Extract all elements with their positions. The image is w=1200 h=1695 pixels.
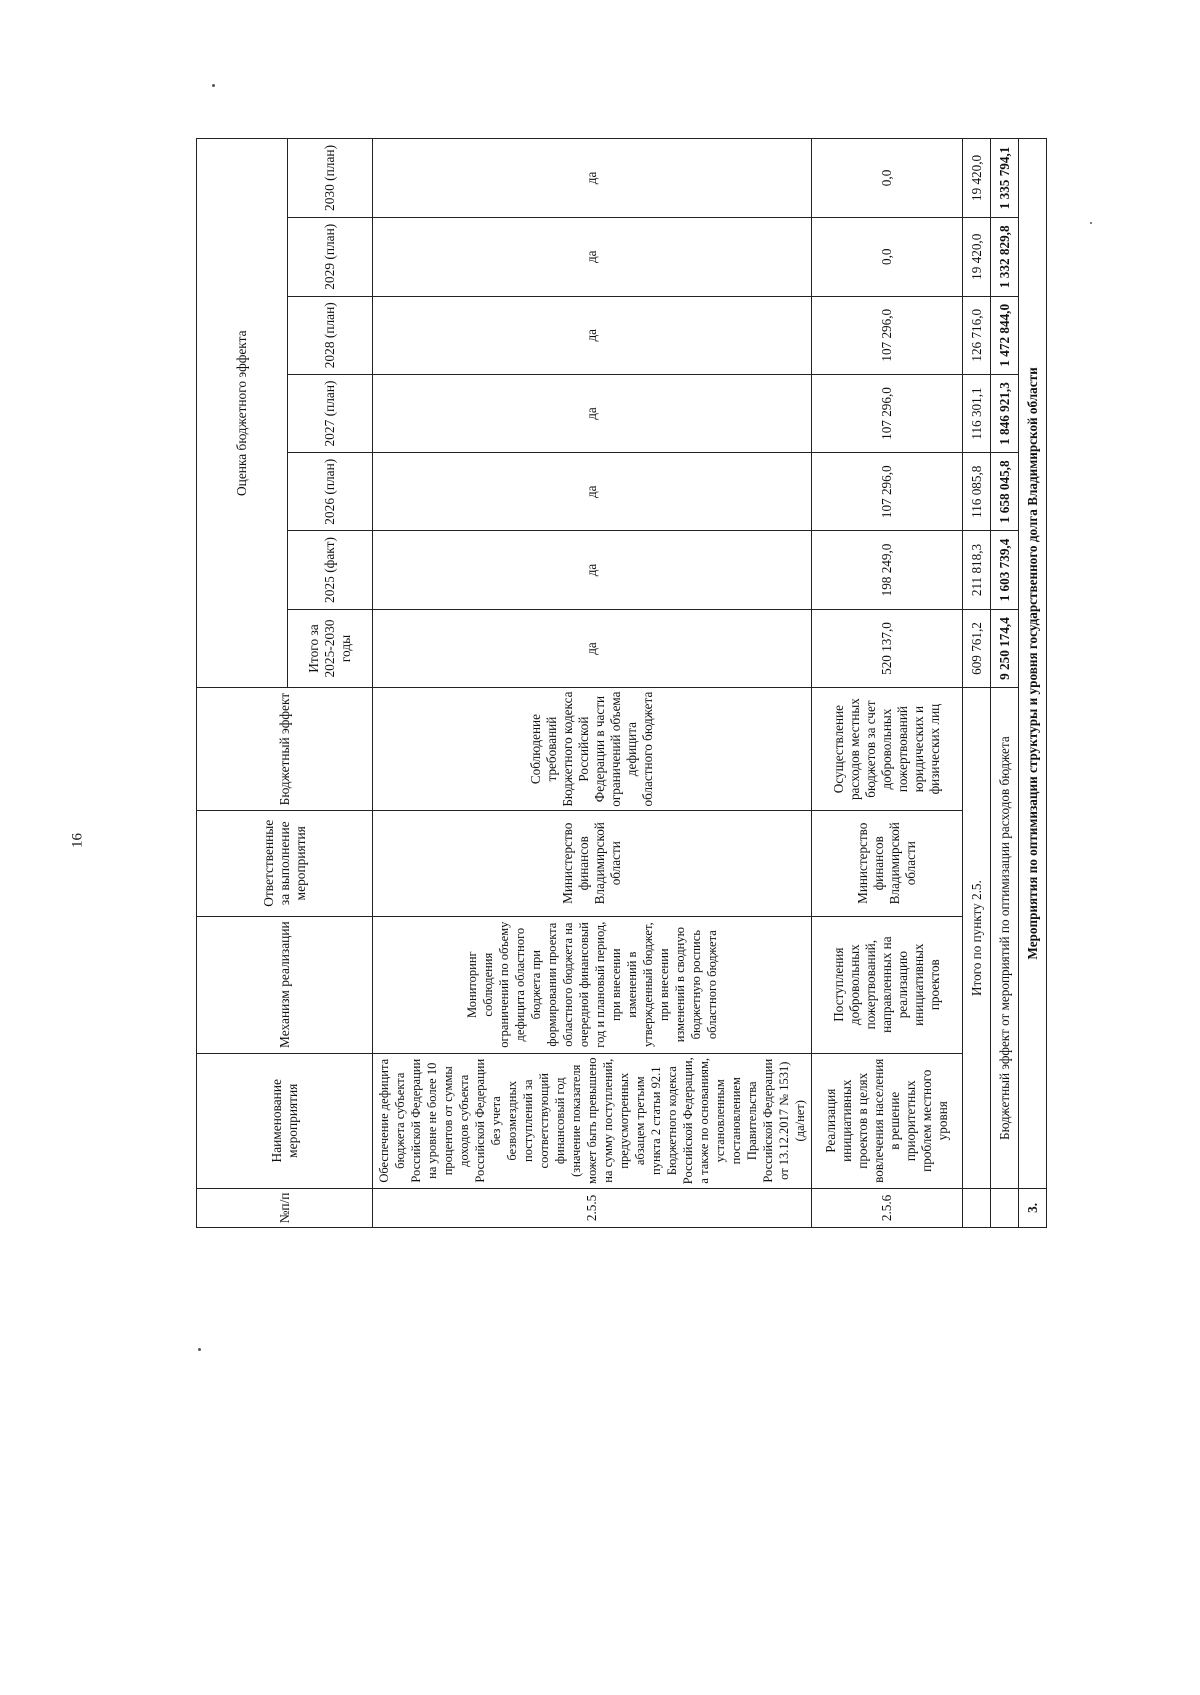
- grand-total-2030: 1 335 794,1: [991, 139, 1019, 218]
- table-row: [812, 139, 963, 1228]
- row-2030: 0,0: [812, 139, 963, 218]
- col-header-2028: 2028 (план): [288, 296, 373, 374]
- col-header-mechanism: Механизм реализации: [197, 916, 373, 1053]
- subtotal-2026: 116 085,8: [963, 453, 991, 531]
- col-header-2029: 2029 (план): [288, 217, 373, 296]
- rotated-landscape-page: [196, 138, 1040, 1228]
- subtotal-2027: 116 301,1: [963, 374, 991, 452]
- row-2029: 0,0: [812, 217, 963, 296]
- col-header-assessment: Оценка бюджетного эффекта: [197, 139, 288, 688]
- col-header-effect: Бюджетный эффект: [197, 688, 373, 810]
- row-2028: 107 296,0: [812, 296, 963, 374]
- col-header-2030: 2030 (план): [288, 139, 373, 218]
- row-num: 2.5.5: [373, 1188, 812, 1227]
- col-header-name: Наименование мероприятия: [197, 1053, 373, 1188]
- subtotal-2029: 19 420,0: [963, 217, 991, 296]
- col-header-responsible: Ответственные за выполнение мероприятия: [197, 810, 373, 916]
- section-title: Мероприятия по оптимизации структуры и уровня государственного долга Владимирской области: [1019, 139, 1047, 1189]
- grand-total-2028: 1 472 844,0: [991, 296, 1019, 374]
- row-mechanism: Поступления добровольных пожертвований, направленных на реализацию инициативных проектов: [812, 916, 963, 1053]
- col-header-2027: 2027 (план): [288, 374, 373, 452]
- row-responsible: Министерство финансов Владимирской области: [812, 810, 963, 916]
- row-2029: да: [373, 217, 812, 296]
- row-effect: Соблюдение требований Бюджетного кодекса Российской Федерации в части ограничений объема дефицита областного бюджета: [373, 688, 812, 810]
- row-num: 2.5.6: [812, 1188, 963, 1227]
- subtotal-total: 609 761,2: [963, 609, 991, 688]
- row-total: да: [373, 609, 812, 688]
- subtotal-2028: 126 716,0: [963, 296, 991, 374]
- grand-total-2025: 1 603 739,4: [991, 531, 1019, 609]
- row-responsible: Министерство финансов Владимирской области: [373, 810, 812, 916]
- grand-total-label: Бюджетный эффект от мероприятий по оптимизации расходов бюджета: [991, 688, 1019, 1188]
- row-2025: да: [373, 531, 812, 609]
- subtotal-spacer: [963, 1188, 991, 1227]
- grand-total-total: 9 250 174,4: [991, 609, 1019, 688]
- table-row: [373, 139, 812, 1228]
- row-name: Обеспечение дефицита бюджета субъекта Российской Федерации на уровне не более 10 процентов от суммы доходов субъекта Российской Федерации без учета безвозмездных поступлений за соответствующий финансовый год (значение показателя может быть превышено на сумму поступлений, предусмотренных абзацем третьим пункта 2 статьи 92.1 Бюджетного кодекса Российской Федерации, а также по основаниям, установленным постановлением Правительства Российской Федерации от 13.12.2017 № 1531) (да/нет): [373, 1053, 812, 1188]
- subtotal-2025: 211 818,3: [963, 531, 991, 609]
- row-2027: 107 296,0: [812, 374, 963, 452]
- row-2025: 198 249,0: [812, 531, 963, 609]
- grand-total-2027: 1 846 921,3: [991, 374, 1019, 452]
- row-name: Реализация инициативных проектов в целях вовлечения населения в решение приоритетных проблем местного уровня: [812, 1053, 963, 1188]
- budget-effect-table: [196, 138, 1047, 1228]
- row-2028: да: [373, 296, 812, 374]
- row-2026: 107 296,0: [812, 453, 963, 531]
- section-row: [1019, 139, 1047, 1228]
- subtotal-row: [963, 139, 991, 1228]
- col-header-2026: 2026 (план): [288, 453, 373, 531]
- grand-total-2029: 1 332 829,8: [991, 217, 1019, 296]
- col-header-total: Итого за 2025-2030 годы: [288, 609, 373, 688]
- subtotal-2030: 19 420,0: [963, 139, 991, 218]
- row-effect: Осуществление расходов местных бюджетов за счет добровольных пожертвований юридических и физических лиц: [812, 688, 963, 810]
- row-total: 520 137,0: [812, 609, 963, 688]
- row-mechanism: Мониторинг соблюдения ограничений по объему дефицита областного бюджета при формировании проекта областного бюджета на очередной финансовый год и плановый период, при внесении изменений в утвержденный бюджет, при внесении изменений в сводную бюджетную роспись областного бюджета: [373, 916, 812, 1053]
- row-2027: да: [373, 374, 812, 452]
- grand-total-row: [991, 139, 1019, 1228]
- grand-total-spacer: [991, 1188, 1019, 1227]
- row-2026: да: [373, 453, 812, 531]
- scan-speck: [212, 84, 215, 87]
- grand-total-2026: 1 658 045,8: [991, 453, 1019, 531]
- section-num: 3.: [1019, 1188, 1047, 1227]
- col-header-num: №п/п: [197, 1188, 373, 1227]
- col-header-2025: 2025 (факт): [288, 531, 373, 609]
- row-2030: да: [373, 139, 812, 218]
- page-number: 16: [69, 833, 86, 848]
- scan-speck: [1090, 222, 1092, 224]
- header-row: [197, 139, 288, 1228]
- scan-speck: [198, 1348, 201, 1351]
- subtotal-label: Итого по пункту 2.5.: [963, 688, 991, 1188]
